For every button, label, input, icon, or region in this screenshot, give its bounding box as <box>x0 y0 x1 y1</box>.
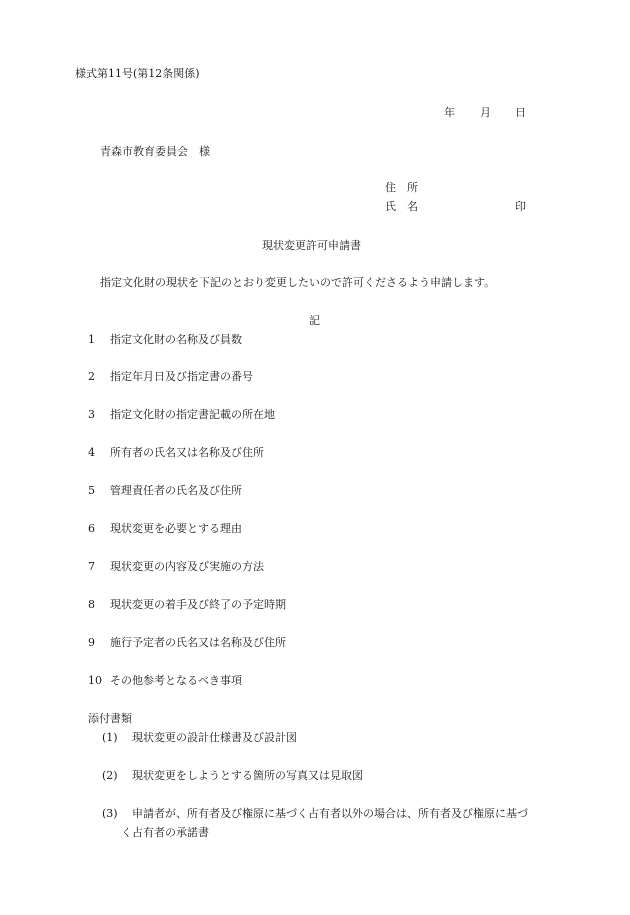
item-number: 7 <box>88 560 95 573</box>
item-text: 施行予定者の氏名又は名称及び住所 <box>110 636 286 649</box>
item-number: 6 <box>88 522 95 535</box>
addressee: 青森市教育委員会 様 <box>100 145 210 158</box>
form-number: 様式第11号(第12条関係) <box>75 67 200 80</box>
item-number: 8 <box>88 598 95 611</box>
attachment-item <box>102 807 528 821</box>
item-text: 指定年月日及び指定書の番号 <box>110 370 253 383</box>
list-item <box>88 560 264 574</box>
item-number: 9 <box>88 636 95 649</box>
attachment-text: 現状変更をしようとする箇所の写真又は見取図 <box>132 769 363 782</box>
item-text: その他参考となるべき事項 <box>110 674 242 687</box>
address-label: 住 所 <box>385 181 418 194</box>
attachment-number: (2) <box>102 769 118 782</box>
attachment-item <box>102 731 297 745</box>
item-number: 2 <box>88 370 95 383</box>
list-item <box>88 674 242 688</box>
item-text: 管理責任者の氏名及び住所 <box>110 484 242 497</box>
item-text: 所有者の氏名又は名称及び住所 <box>110 446 264 459</box>
item-text: 現状変更の着手及び終了の予定時期 <box>110 598 286 611</box>
list-item <box>88 636 286 650</box>
item-number: 4 <box>88 446 95 459</box>
attachment-number: (1) <box>102 731 118 744</box>
date-month-label: 月 <box>480 106 491 119</box>
list-item <box>88 408 275 422</box>
item-number: 10 <box>88 674 102 687</box>
date-day-label: 日 <box>515 106 526 119</box>
date-year-label: 年 <box>444 106 455 119</box>
list-item <box>88 370 253 384</box>
item-text: 現状変更を必要とする理由 <box>110 522 242 535</box>
attachment-text-line2: く占有者の承諾書 <box>121 826 209 839</box>
list-item <box>88 333 242 347</box>
item-text: 指定文化財の名称及び員数 <box>110 333 242 346</box>
item-text: 指定文化財の指定書記載の所在地 <box>110 408 275 421</box>
list-item <box>88 484 242 498</box>
list-item <box>88 522 242 536</box>
seal-label: 印 <box>515 200 526 213</box>
item-text: 現状変更の内容及び実施の方法 <box>110 560 264 573</box>
list-item <box>88 598 286 612</box>
document-title: 現状変更許可申請書 <box>262 239 361 252</box>
list-item <box>88 446 264 460</box>
ki-heading: 記 <box>309 314 320 327</box>
item-number: 1 <box>88 333 95 346</box>
attachment-number: (3) <box>102 807 118 820</box>
item-number: 3 <box>88 408 95 421</box>
attachment-text: 現状変更の設計仕様書及び設計図 <box>132 731 297 744</box>
attachments-heading: 添付書類 <box>88 712 132 725</box>
intro-text: 指定文化財の現状を下記のとおり変更したいので許可くださるよう申請します。 <box>100 276 496 289</box>
name-label: 氏 名 <box>385 200 418 213</box>
attachment-item <box>102 769 363 783</box>
attachment-text-line1: 申請者が、所有者及び権原に基づく占有者以外の場合は、所有者及び権原に基づ <box>132 807 528 820</box>
item-number: 5 <box>88 484 95 497</box>
